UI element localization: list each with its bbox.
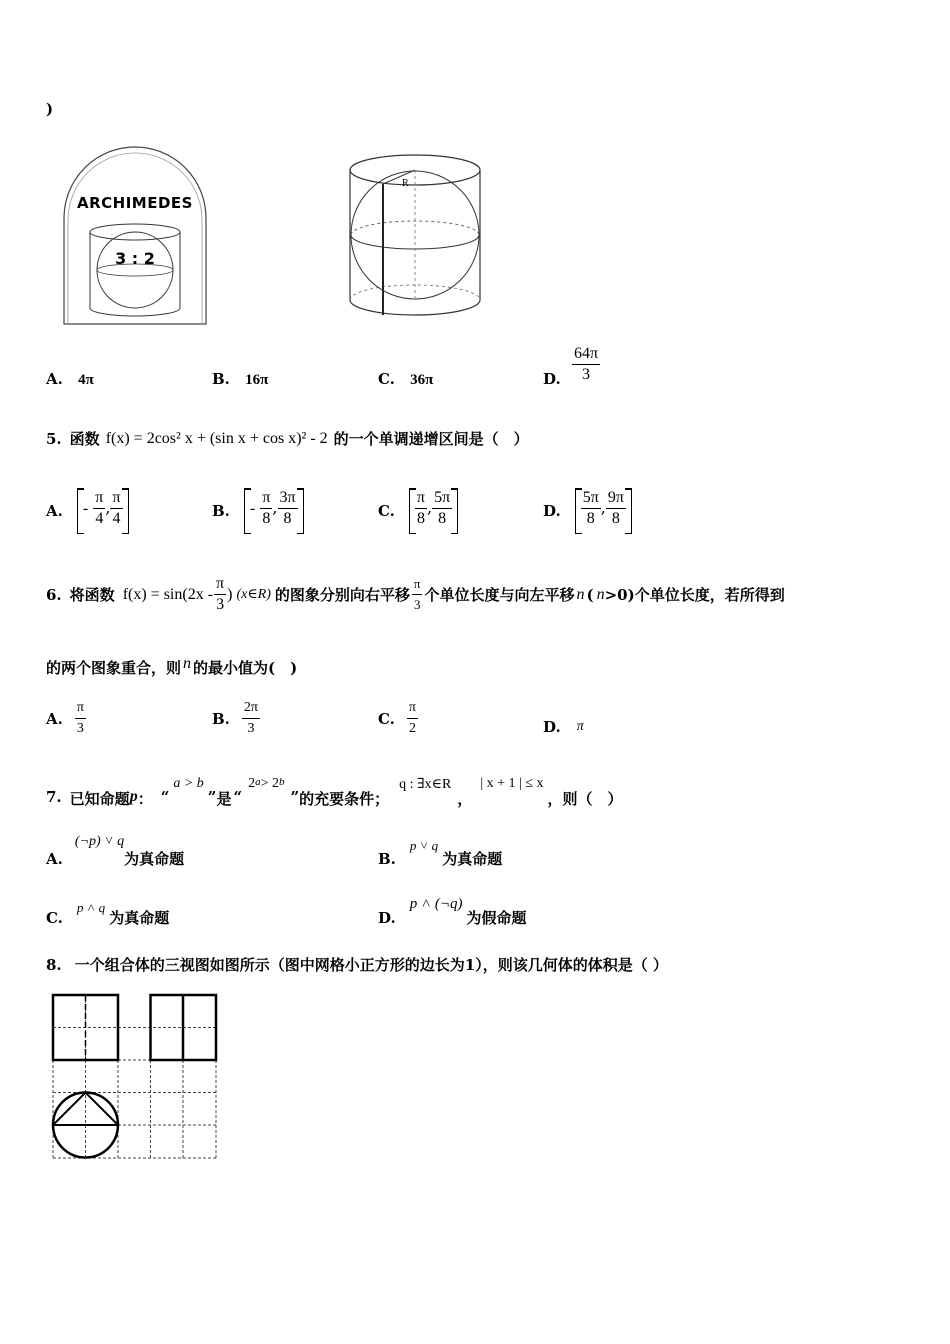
q4-tail: ): [46, 100, 54, 118]
q7-question: 7. 已知命题 p ： “ a > b ” 是 “ 2 a > 2 b ” 的充要条件； q : ∃x∈R ， | x + 1 | ≤ x ，则（ ）: [46, 776, 623, 808]
q4-option-a-value: 4π: [78, 372, 94, 388]
q5-formula: f(x) = 2cos² x + (sin x + cos x)² - 2: [105, 429, 328, 447]
logo-text: ARCHIMEDES: [77, 194, 193, 212]
q5-option-c[interactable]: C. $\frac{\pi}{8}$ , $\frac{5\pi}{8}$: [378, 488, 458, 534]
q4-option-d-value: $\frac{64\pi}{3}$: [574, 345, 599, 383]
q4-option-d-label[interactable]: D.: [543, 370, 561, 388]
archimedes-tombstone-figure: [60, 144, 210, 328]
q5-option-a[interactable]: A. - $\frac{\pi}{4}$ , $\frac{\pi}{4}$: [46, 488, 129, 534]
cylinder-sphere-figure: [346, 150, 486, 326]
q6-option-a[interactable]: A. $\frac{\pi}{3}$: [46, 700, 84, 736]
q6-question-line2: 的两个图象重合，则 n 的最小值为( ): [46, 654, 298, 677]
q4-option-c[interactable]: C. 36π: [378, 370, 434, 388]
q7-option-c[interactable]: C. p ˄ q 为真命题: [46, 900, 170, 927]
three-view-grid-figure: [50, 992, 220, 1162]
q8-question: 8. 一个组合体的三视图如图所示（图中网格小正方形的边长为1），则该几何体的体积是（ ）: [46, 956, 668, 974]
q4-option-b-value: 16π: [245, 372, 269, 388]
q4-option-b[interactable]: B. 16π: [212, 370, 269, 388]
q6-question-line1: 6. 将函数 f(x) = sin(2x - $\frac{\pi}{3}$ ) (x∈R) 的图象分别向右平移 $\frac{\pi}{3}$ 个单位长度与向左平移 n ( n >0) 个单位长度，若所得到: [46, 575, 785, 613]
q5-question: 5. 函数 f(x) = 2cos² x + (sin x + cos x)² - 2 的一个单调递增区间是（ ）: [46, 429, 529, 448]
q6-option-b[interactable]: B. $\frac{2\pi}{3}$: [212, 700, 258, 736]
q5-option-b[interactable]: B. - $\frac{\pi}{8}$ , $\frac{3\pi}{8}$: [212, 488, 304, 534]
q4-option-c-value: 36π: [410, 372, 434, 388]
q5-option-d[interactable]: D. $\frac{5\pi}{8}$ , $\frac{9\pi}{8}$: [543, 488, 632, 534]
q7-option-b[interactable]: B. p ˅ q 为真命题: [378, 838, 503, 868]
q4-option-a[interactable]: A. 4π: [46, 370, 94, 388]
q7-option-a[interactable]: A. (¬p) ˅ q 为真命题: [46, 834, 185, 868]
logo-ratio: 3 : 2: [115, 249, 155, 268]
q7-option-d[interactable]: D. p ˄ (¬q) 为假命题: [378, 896, 527, 927]
q6-option-c[interactable]: C. $\frac{\pi}{2}$: [378, 700, 416, 736]
q6-option-d[interactable]: D. π: [543, 718, 584, 736]
radius-label: R: [402, 178, 409, 189]
